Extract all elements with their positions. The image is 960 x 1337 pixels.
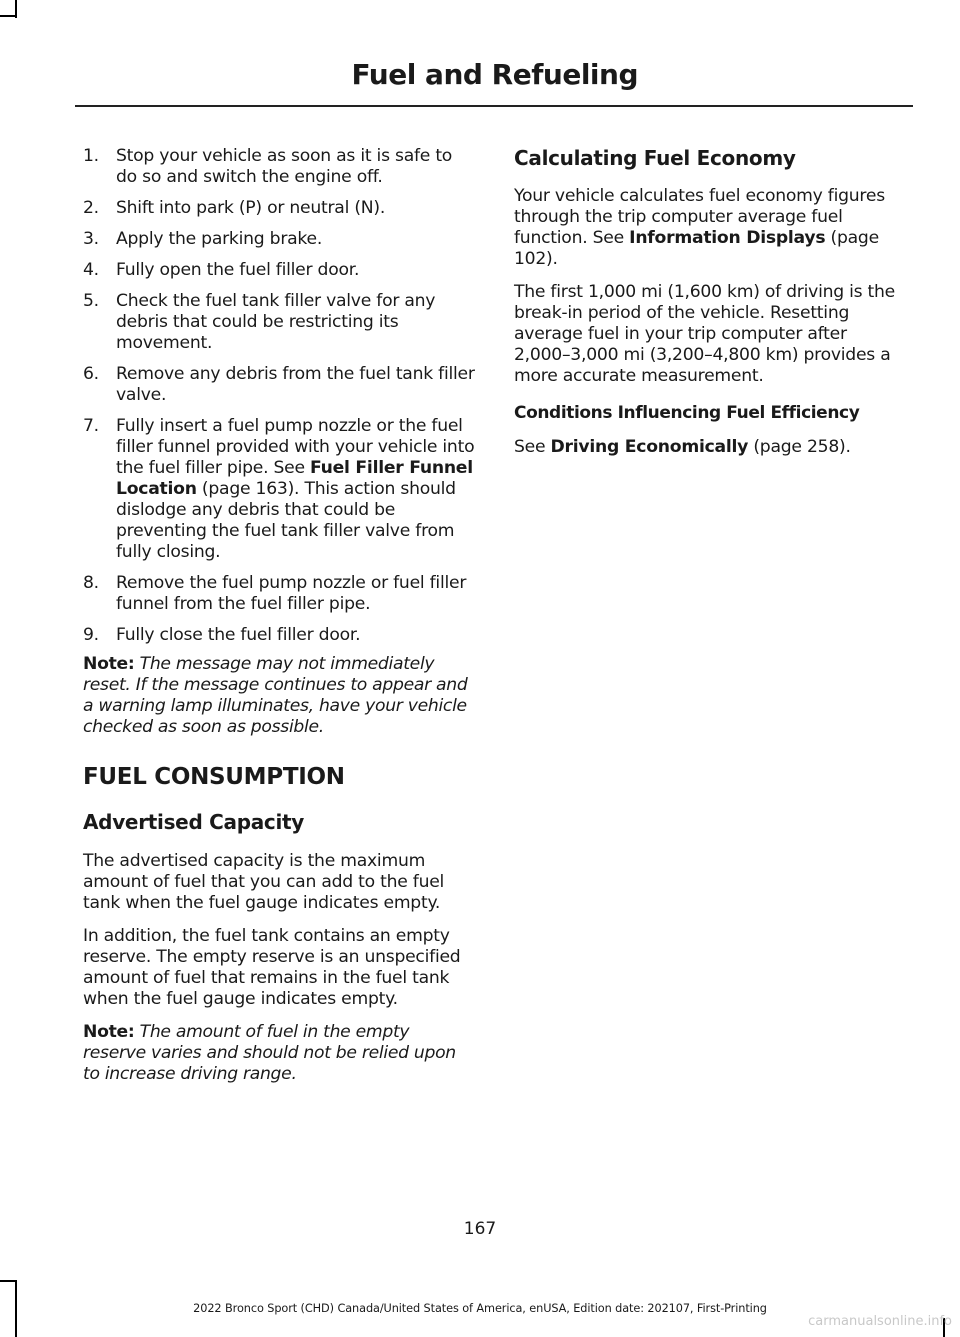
step-item: 7. Fully insert a fuel pump nozzle or the fuel filler funnel provided with your vehicle into the fuel filler pipe. See Fuel Filler Funnel Location (page 163). This action should dislodge any debris that could be preventing the fuel tank filler valve from fully closing. bbox=[83, 416, 475, 562]
step-item: 9. Fully close the fuel filler door. bbox=[83, 625, 361, 645]
subsection-title: Advertised Capacity bbox=[83, 810, 305, 834]
information-displays-link[interactable]: Information Displays bbox=[629, 228, 826, 248]
subsection-title: Calculating Fuel Economy bbox=[514, 146, 796, 170]
header-rule bbox=[75, 105, 913, 107]
step-item: 3. Apply the parking brake. bbox=[83, 229, 323, 249]
driving-economically-link[interactable]: Driving Economically bbox=[550, 437, 749, 457]
procedure-steps bbox=[83, 146, 475, 646]
watermark: carmanualsonline.info bbox=[808, 1314, 952, 1329]
note-empty-reserve: Note: The amount of fuel in the empty reserve varies and should not be relied upon to increase driving range. bbox=[83, 1022, 456, 1084]
step-item: 2. Shift into park (P) or neutral (N). bbox=[83, 198, 386, 218]
step-item: 5. Check the fuel tank filler valve for any debris that could be restricting its movement. bbox=[83, 291, 436, 353]
crop-mark-top-left-h bbox=[0, 15, 17, 17]
paragraph: The advertised capacity is the maximum amount of fuel that you can add to the fuel tank when the fuel gauge indicates empty. bbox=[83, 851, 445, 913]
paragraph: Your vehicle calculates fuel economy figures through the trip computer average fuel function. See Information Displays (page 102). bbox=[514, 186, 885, 269]
right-column bbox=[514, 146, 908, 470]
paragraph: In addition, the fuel tank contains an empty reserve. The empty reserve is an unspecified amount of fuel that remains in the fuel tank when the fuel gauge indicates empty. bbox=[83, 926, 461, 1009]
fuel-filler-funnel-link[interactable]: Fuel Filler Funnel Location bbox=[116, 458, 473, 499]
page-number: 167 bbox=[463, 1219, 497, 1239]
subheading: Conditions Influencing Fuel Efficiency bbox=[514, 403, 860, 423]
footer-edition-info: 2022 Bronco Sport (CHD) Canada/United States of America, enUSA, Edition date: 202107, First-Printing bbox=[193, 1302, 767, 1315]
left-column bbox=[83, 146, 475, 1085]
step-item: 8. Remove the fuel pump nozzle or fuel filler funnel from the fuel filler pipe. bbox=[83, 573, 467, 614]
paragraph: See Driving Economically (page 258). bbox=[514, 437, 851, 457]
page-header-title: Fuel and Refueling bbox=[351, 58, 638, 91]
crop-mark-bottom-left-h bbox=[0, 1280, 17, 1282]
step-item: 4. Fully open the fuel filler door. bbox=[83, 260, 360, 280]
step-item: 1. Stop your vehicle as soon as it is safe to do so and switch the engine off. bbox=[83, 146, 453, 187]
section-title: FUEL CONSUMPTION bbox=[83, 764, 345, 790]
paragraph: The first 1,000 mi (1,600 km) of driving is the break-in period of the vehicle. Resetting average fuel in your trip computer after 2,000–3,000 mi (3,200–4,800 km) provides a more accurate measurement. bbox=[514, 282, 896, 386]
note-message-reset: Note: The message may not immediately reset. If the message continues to appear and a warning lamp illuminates, have your vehicle checked as soon as possible. bbox=[83, 654, 468, 737]
step-item: 6. Remove any debris from the fuel tank filler valve. bbox=[83, 364, 475, 405]
